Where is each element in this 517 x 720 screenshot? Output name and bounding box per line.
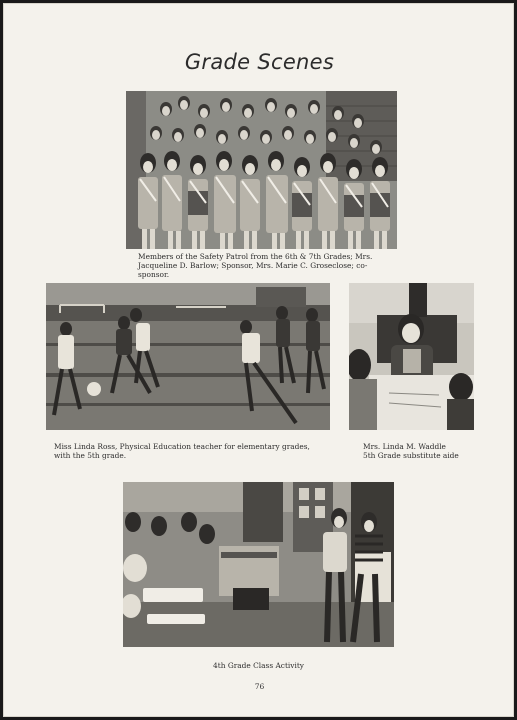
substitute-aide-name: Mrs. Linda M. Waddle	[363, 442, 446, 451]
class-activity-caption: 4th Grade Class Activity	[213, 661, 304, 670]
substitute-aide-caption	[363, 442, 473, 460]
page-title: Grade Scenes	[184, 50, 335, 74]
class-activity-photo	[123, 482, 394, 647]
physical-education-caption: Miss Linda Ross, Physical Education teacher for elementary grades, with the 5th grade.	[54, 442, 310, 460]
safety-patrol-photo	[126, 91, 397, 249]
substitute-aide-role: 5th Grade substitute aide	[363, 451, 459, 460]
page-number: 76	[254, 682, 265, 691]
safety-patrol-caption: Members of the Safety Patrol from the 6th & 7th Grades; Mrs. Jacqueline D. Barlow; Sponsor, Mrs. Marie C. Groseclose; co-sponsor.	[138, 252, 373, 279]
substitute-aide-photo	[349, 283, 474, 430]
yearbook-page	[3, 3, 514, 717]
physical-education-photo	[46, 283, 330, 430]
